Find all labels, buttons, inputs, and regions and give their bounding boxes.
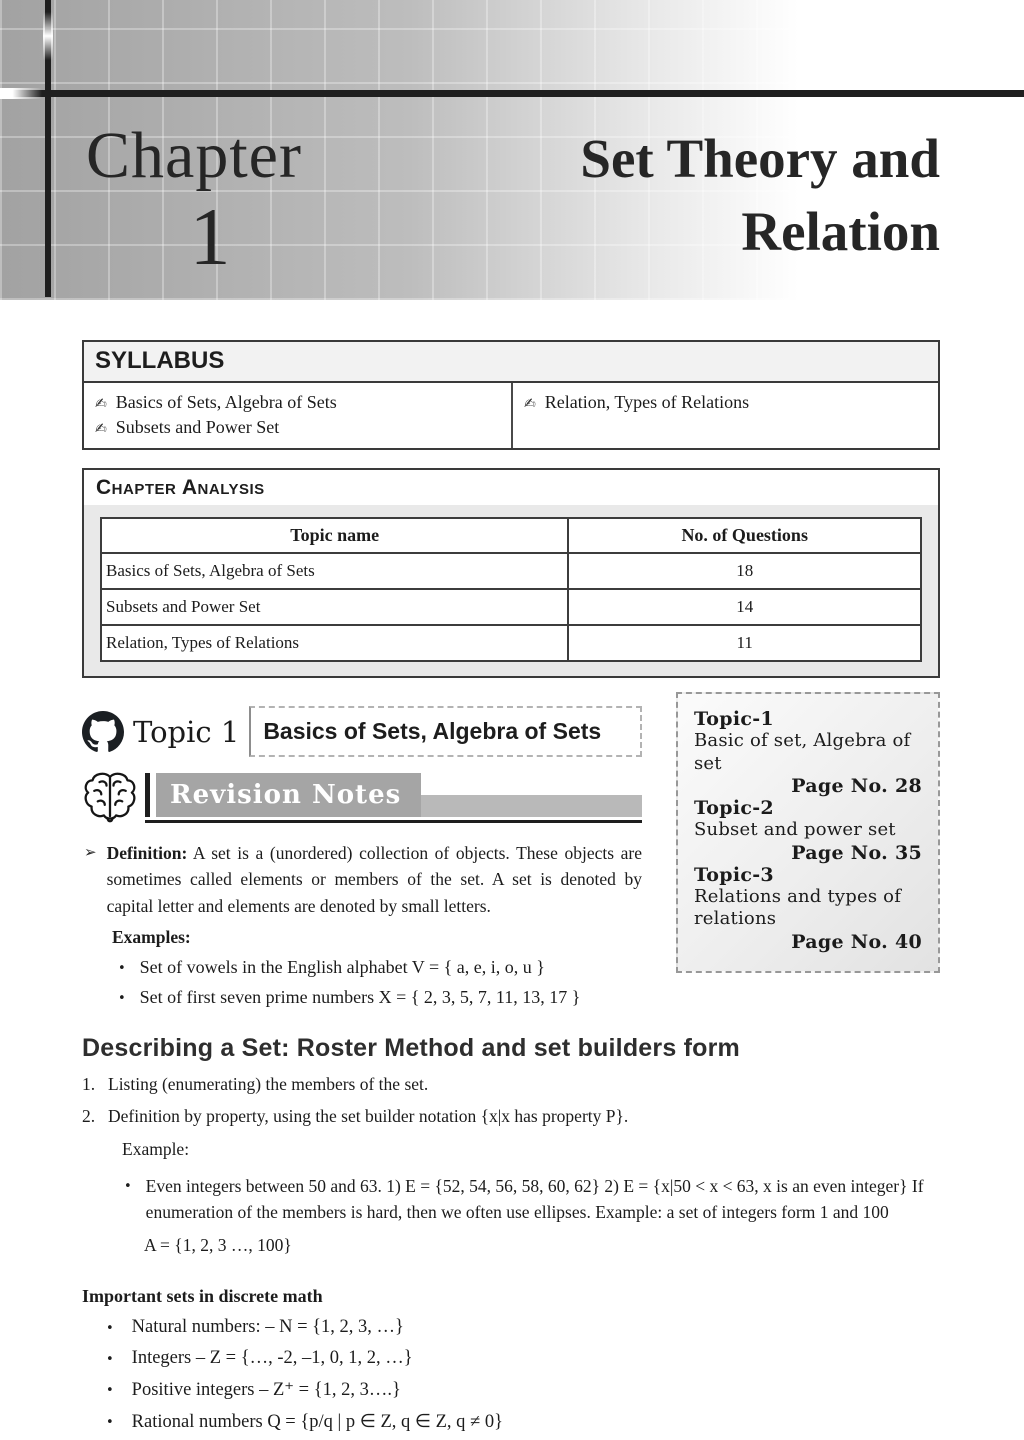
column-header-topic: Topic name: [101, 518, 568, 553]
section-title: Describing a Set: Roster Method and set builders form: [82, 1033, 740, 1062]
sidebar-topic: [694, 708, 922, 797]
syllabus-left-column: [84, 383, 511, 448]
sidebar-topic-label: Topic-1: [694, 708, 774, 730]
column-header-questions: No. of Questions: [568, 518, 921, 553]
important-sets-section: [82, 1286, 940, 1433]
chapter-title-line1: Set Theory and: [580, 128, 940, 189]
table-header-row: [101, 518, 921, 553]
sidebar-topic-label: Topic-2: [694, 797, 774, 819]
revision-banner-bars: [145, 773, 642, 823]
pen-icon: ✍: [95, 421, 107, 437]
table-row: [101, 553, 921, 589]
sidebar-topic: [694, 797, 922, 864]
definition-block: [82, 840, 642, 919]
header-horizontal-rule: [0, 90, 1024, 97]
bullet-icon: •: [118, 990, 126, 1006]
sidebar-topic-name: Basic of set, Algebra of set: [694, 730, 911, 774]
revision-notes-banner: [82, 773, 642, 825]
syllabus-title: SYLLABUS: [84, 342, 938, 383]
topic-name-cell: Subsets and Power Set: [101, 589, 568, 625]
topic-name-cell: Basics of Sets, Algebra of Sets: [101, 553, 568, 589]
chapter-title-line2: Relation: [741, 201, 940, 263]
syllabus-body: [84, 383, 938, 448]
syllabus-item-label: Relation, Types of Relations: [544, 392, 750, 412]
example-text: Set of first seven prime numbers X = { 2, 3, 5, 7, 11, 13, 17 }: [139, 986, 581, 1007]
definition-body: A set is a (unordered) collection of objects. These objects are sometimes called elements or members of the set. A set is denoted by capital letter and elements are denoted by small letters.: [106, 843, 642, 916]
question-count-cell: 11: [568, 625, 921, 661]
arrow-bullet-icon: ➢: [84, 843, 97, 861]
syllabus-item: [95, 390, 501, 415]
pen-icon: ✍: [95, 396, 107, 412]
definition-label: Definition:: [106, 843, 188, 863]
left-column: [82, 706, 642, 1008]
example-text: Even integers between 50 and 63. 1) E = {52, 54, 56, 58, 60, 62} 2) E = {x|50 < x < 63, x is an even integer} If enumeration of the members is hard, then we often use ellipses. Example: a set of integers form 1 and 100: [145, 1175, 924, 1222]
table-row: [101, 625, 921, 661]
example-item: [124, 1173, 940, 1226]
question-count-cell: 18: [568, 553, 921, 589]
examples-label: Examples:: [112, 926, 191, 947]
chapter-analysis-title: Chapter Analysis: [84, 470, 938, 505]
table-row: [101, 589, 921, 625]
sidebar-topic-name: Subset and power set: [694, 819, 896, 840]
sidebar-topic: [694, 864, 922, 953]
revision-notes-title: Revision Notes: [156, 773, 421, 817]
bullet-icon: •: [124, 1178, 132, 1194]
syllabus-item-label: Subsets and Power Set: [115, 417, 280, 437]
example-label: Example:: [122, 1138, 190, 1159]
chapter-analysis-panel: [84, 505, 938, 676]
sidebar-topic-name: Relations and types of relations: [694, 885, 902, 929]
list-item: [106, 1379, 940, 1401]
numbered-item: [82, 1106, 940, 1127]
syllabus-box: [82, 340, 940, 450]
chapter-label: Chapter: [86, 119, 302, 192]
topics-sidebar: [676, 692, 940, 973]
subsection-title: Important sets in discrete math: [82, 1286, 323, 1307]
topic-title: Basics of Sets, Algebra of Sets: [249, 706, 642, 757]
topic-name-cell: Relation, Types of Relations: [101, 625, 568, 661]
header-vertical-rule: [45, 0, 51, 297]
bullet-icon: •: [106, 1383, 114, 1399]
page-content: [82, 340, 940, 1433]
revision-banner-underline: [145, 820, 642, 823]
chapter-number: 1: [189, 191, 231, 282]
chapter-title: [420, 122, 940, 268]
topic-number-label: Topic 1: [133, 714, 240, 749]
main-row: [82, 706, 940, 1008]
syllabus-item: [95, 415, 501, 440]
octocat-icon: [82, 711, 124, 753]
example-text: Set of vowels in the English alphabet V = { a, e, i, o, u }: [139, 956, 545, 977]
list-item: [106, 1411, 940, 1433]
numbered-item: [82, 1074, 940, 1095]
sidebar-topic-label: Topic-3: [694, 863, 774, 886]
example-item: [118, 987, 642, 1008]
chapter-header-band: [0, 0, 1024, 300]
example-item: [118, 957, 642, 978]
item-text: Definition by property, using the set builder notation {x|x has property P}.: [108, 1105, 629, 1126]
chapter-analysis-box: [82, 468, 940, 678]
syllabus-item: [524, 390, 928, 415]
bullet-icon: •: [118, 960, 126, 976]
list-item: [106, 1348, 940, 1369]
chapter-analysis-table: [100, 517, 922, 662]
topic-heading: [82, 706, 642, 757]
column-gap: [642, 706, 676, 1008]
syllabus-item-label: Basics of Sets, Algebra of Sets: [115, 392, 337, 412]
item-text: Listing (enumerating) the members of the set.: [108, 1073, 429, 1094]
list-item-text: Rational numbers Q = {p/q | p ∈ Z, q ∈ Z, q ≠ 0}: [131, 1412, 503, 1433]
list-item: [106, 1317, 940, 1338]
list-item-text: Integers – Z = {…, -2, –1, 0, 1, 2, …}: [131, 1348, 413, 1369]
bullet-icon: •: [106, 1321, 114, 1337]
bullet-icon: •: [106, 1352, 114, 1368]
sidebar-topic-page: Page No. 28: [791, 775, 922, 797]
horizontal-rule-glint: [0, 88, 42, 99]
syllabus-right-column: [511, 383, 938, 448]
describing-section: [82, 1034, 940, 1257]
definition-text: [107, 840, 642, 919]
vertical-rule-glint: [43, 12, 53, 60]
example-set-line: A = {1, 2, 3 …, 100}: [144, 1235, 292, 1256]
pen-icon: ✍: [524, 396, 536, 412]
revision-banner-row: [145, 773, 642, 817]
item-number: 1.: [82, 1073, 96, 1094]
brain-icon: [82, 769, 138, 825]
question-count-cell: 14: [568, 589, 921, 625]
list-item-text: Natural numbers: – N = {1, 2, 3, …}: [131, 1317, 404, 1338]
item-number: 2.: [82, 1105, 96, 1126]
revision-banner-extension: [421, 795, 642, 817]
sidebar-topic-page: Page No. 40: [791, 930, 922, 953]
list-item-text: Positive integers – Z⁺ = {1, 2, 3….}: [131, 1380, 401, 1401]
sidebar-topic-page: Page No. 35: [791, 841, 922, 864]
bullet-icon: •: [106, 1415, 114, 1431]
